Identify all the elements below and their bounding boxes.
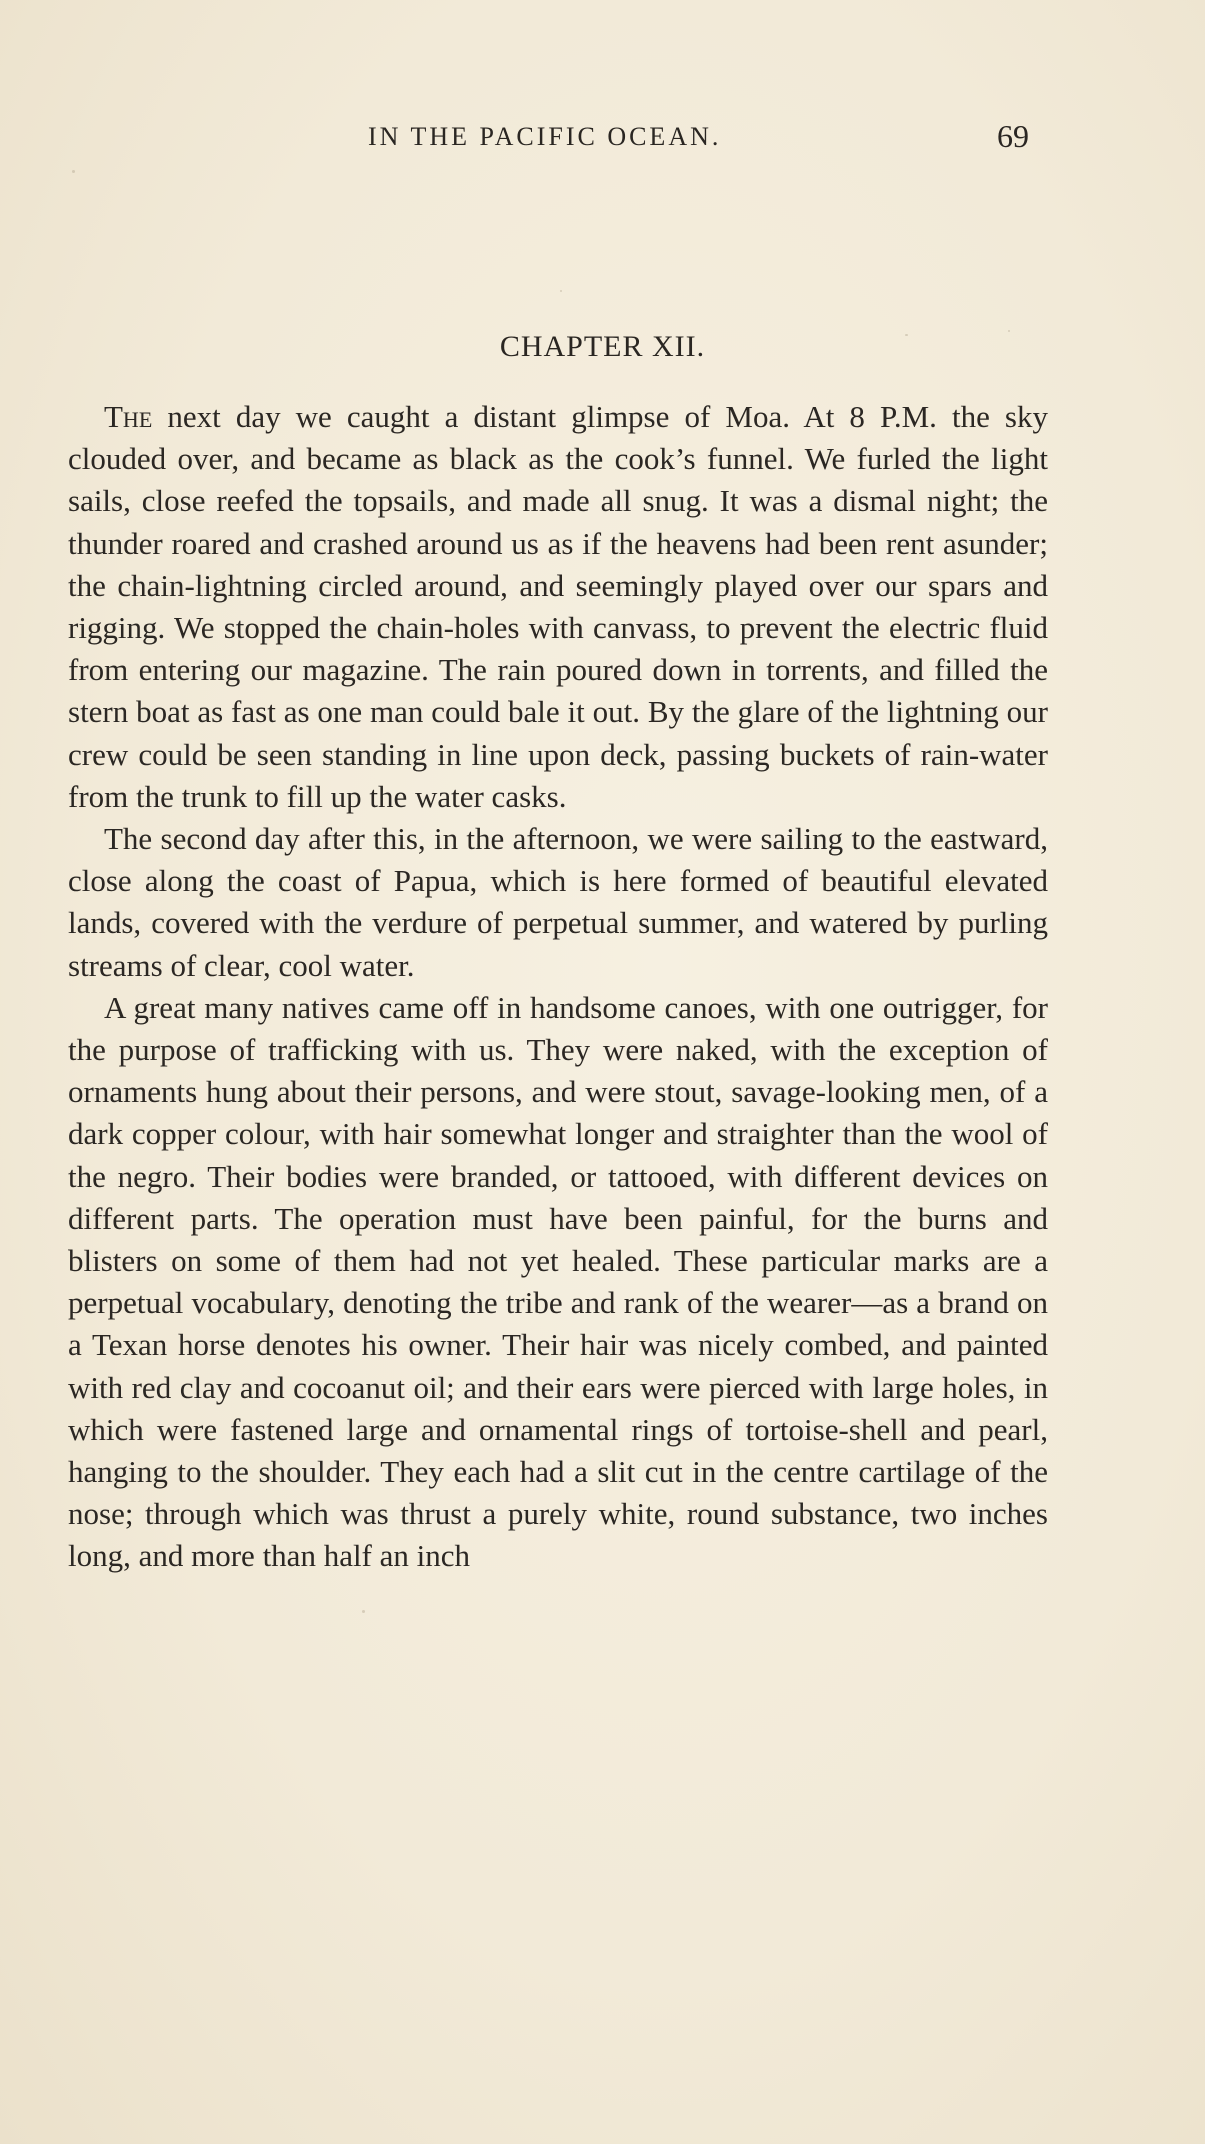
chapter-title: CHAPTER XII. bbox=[499, 330, 706, 363]
paper-speck bbox=[905, 334, 908, 336]
paper-speck bbox=[362, 1610, 365, 1613]
paper-speck bbox=[560, 290, 562, 292]
page-number: 69 bbox=[997, 118, 1029, 154]
paragraph-1 bbox=[68, 396, 1048, 818]
paper-speck bbox=[72, 170, 75, 173]
paragraph-text: next day we caught a distant glimpse of Moa. At 8 P.M. the sky clouded over, and became as black as the cook’s funnel. We furled the light sails, close reefed the topsails, and made all snug. It was a dismal night; the thunder roared and crashed around us as if the heavens had been rent asunder; the chain-lightning circled around, and seemingly played over our spars and rigging. We stopped the chain-holes with canvass, to prevent the electric fluid from entering our magazine. The rain poured down in torrents, and filled the stern boat as fast as one man could bale it out. By the glare of the lightning our crew could be seen standing in line upon deck, passing buckets of rain-water from the trunk to fill up the water casks. bbox=[68, 399, 1048, 814]
paragraph-text: The second day after this, in the afternoon, we were sailing to the eastward, close along the coast of Papua, which is here formed of beautiful elevated lands, covered with the verdure of perpetual summer, and watered by purling streams of clear, cool water. bbox=[68, 821, 1048, 983]
paragraph-2 bbox=[68, 818, 1048, 987]
paragraph-lead-word: The bbox=[104, 399, 153, 434]
body-text bbox=[68, 396, 1048, 1578]
page-header bbox=[0, 118, 1205, 158]
paragraph-text: A great many natives came off in handsome canoes, with one outrigger, for the purpose of trafficking with us. They were naked, with the exception of ornaments hung about their persons, and were stout, savage-looking men, of a dark copper colour, with hair somewhat longer and straighter than the wool of the negro. Their bodies were branded, or tattooed, with different devices on different parts. The operation must have been painful, for the burns and blisters on some of them had not yet healed. These particular marks are a perpetual vocabulary, denoting the tribe and rank of the wearer—as a brand on a Texan horse denotes his owner. Their hair was nicely combed, and painted with red clay and cocoanut oil; and their ears were pierced with large holes, in which were fastened large and ornamental rings of tortoise-shell and pearl, hanging to the shoulder. They each had a slit cut in the centre cartilage of the nose; through which was thrust a purely white, round substance, two inches long, and more than half an inch bbox=[68, 989, 1048, 1574]
paper-speck bbox=[1008, 330, 1010, 332]
running-head: IN THE PACIFIC OCEAN. bbox=[368, 122, 722, 151]
paragraph-3 bbox=[68, 987, 1048, 1578]
